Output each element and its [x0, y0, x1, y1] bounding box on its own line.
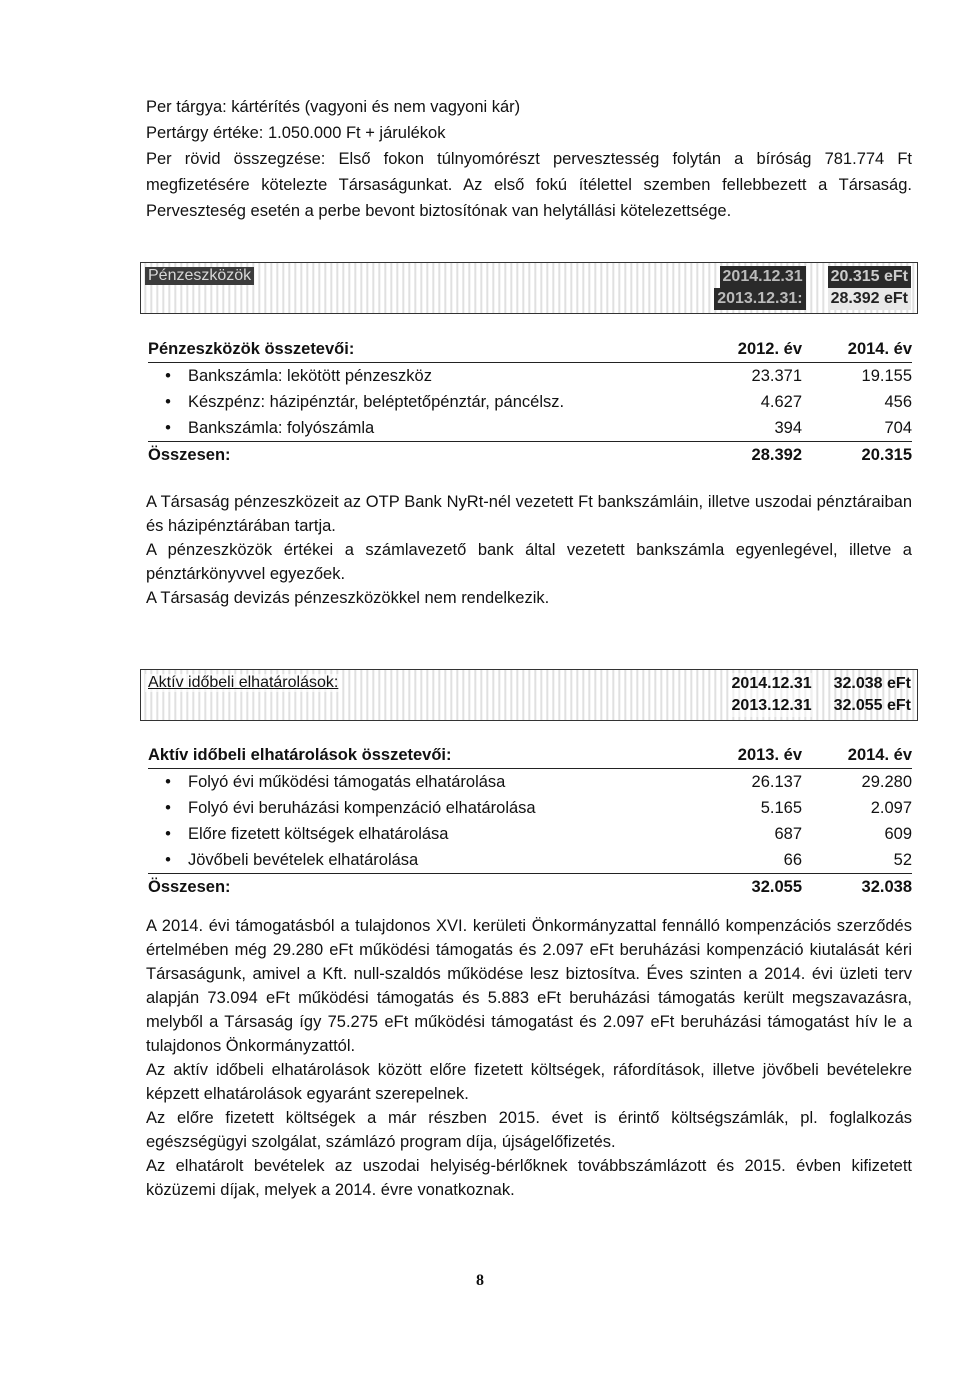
total-year2: 32.038 [802, 874, 912, 901]
cash-balances [714, 266, 911, 310]
accruals-balances [732, 673, 911, 717]
page-number: 8 [476, 1272, 484, 1289]
accruals-date-current: 2014.12.31 [732, 673, 812, 695]
row-value-year1: 26.137 [751, 773, 802, 791]
accruals-section-title: Aktív időbeli elhatárolások: [145, 674, 341, 692]
row-value-year2: 456 [884, 393, 912, 411]
bullet-icon: • [165, 419, 171, 437]
row-value-year2: 609 [884, 825, 912, 843]
cash-notes [146, 490, 912, 610]
row-value-year1: 687 [774, 825, 802, 843]
bullet-icon: • [165, 773, 171, 791]
row-value-year2: 2.097 [870, 799, 912, 817]
accruals-note-2: Az aktív időbeli elhatárolások között előre fizetett költségek, ráfordítások, illetve jövőbeli bevételekre képzett elhatárolások egyaránt szerepelnek. [146, 1061, 912, 1103]
row-value-year2: 29.280 [861, 773, 912, 791]
row-label: Bankszámla: folyószámla [188, 419, 375, 437]
row-value-year1: 66 [783, 851, 802, 869]
accruals-value-current: 32.038 eFt [833, 675, 911, 692]
column-header-year2: 2014. év [802, 336, 912, 363]
table-total-row [148, 442, 912, 469]
column-header-year1: 2012. év [662, 336, 802, 363]
case-brief: Per rövid összegzése: Első fokon túlnyomórészt pervesztesség folytán a bíróság 781.774 Ft megfizetésére kötelezte Társaságunkat. Az első fokú ítélettel szemben fellebbezett a Társaság. Perveszteség esetén a perbe bevont biztosítónak van helytállási kötelezettsége. [146, 150, 912, 220]
row-label: Folyó évi működési támogatás elhatárolása [188, 773, 506, 791]
case-subject: Per tárgya: kártérítés (vagyoni és nem vagyoni kár) [146, 98, 521, 116]
table-row [148, 769, 912, 796]
accruals-note-4: Az elhatárolt bevételek az uszodai helyiség-bérlőknek továbbszámlázott és 2015. évben kifizetett közüzemi díjak, melyek a 2014. évre vonatkoznak. [146, 1157, 912, 1199]
total-year1: 28.392 [662, 442, 802, 469]
row-label: Jövőbeli bevételek elhatárolása [188, 851, 419, 869]
cash-section-title: Pénzeszközök [145, 267, 254, 285]
column-header-label: Aktív időbeli elhatárolások összetevői: [148, 742, 662, 769]
cash-value-current: 20.315 eFt [828, 266, 911, 288]
total-label: Összesen: [148, 874, 662, 901]
table-row [148, 389, 912, 415]
row-value-year1: 5.165 [760, 799, 802, 817]
cash-date-current: 2014.12.31 [720, 266, 806, 288]
column-header-label: Pénzeszközök összetevői: [148, 336, 662, 363]
case-value: Pertárgy értéke: 1.050.000 Ft + járulékok [146, 124, 446, 142]
row-label: Készpénz: házipénztár, beléptetőpénztár, páncélsz. [188, 393, 565, 411]
cash-header-bar [140, 262, 918, 314]
bullet-icon: • [165, 799, 171, 817]
cash-value-previous: 28.392 eFt [828, 288, 911, 310]
row-value-year2: 52 [893, 851, 912, 869]
bullet-icon: • [165, 851, 171, 869]
bullet-icon: • [165, 393, 171, 411]
table-row [148, 415, 912, 442]
accruals-components-table [148, 742, 912, 900]
row-value-year2: 704 [884, 419, 912, 437]
accruals-value-previous: 32.055 eFt [833, 697, 911, 714]
cash-components-table [148, 336, 912, 468]
row-label: Bankszámla: lekötött pénzeszköz [188, 367, 432, 385]
row-value-year2: 19.155 [861, 367, 912, 385]
total-year1: 32.055 [662, 874, 802, 901]
bullet-icon: • [165, 825, 171, 843]
total-label: Összesen: [148, 442, 662, 469]
column-header-year2: 2014. év [802, 742, 912, 769]
row-value-year1: 394 [774, 419, 802, 437]
cash-date-previous: 2013.12.31: [714, 288, 805, 310]
accruals-notes [146, 914, 912, 1202]
accruals-balance-row-current [732, 673, 911, 695]
table-row [148, 363, 912, 390]
accruals-header-bar [140, 669, 918, 721]
table-total-row [148, 874, 912, 901]
cash-note-2: A pénzeszközök értékei a számlavezető bank által vezetett bankszámla egyenlegével, illetve a pénztárkönyvvel egyezőek. [146, 541, 912, 583]
case-summary [146, 94, 912, 224]
accruals-note-1: A 2014. évi támogatásból a tulajdonos XVI. kerületi Önkormányzattal fennálló kompenzációs szerződés értelmében még 29.280 eFt működési támogatás és 2.097 eFt beruházási kompenzáció kiutalását kéri Társaságunk, amivel a Kft. null-szaldós működése lesz biztosítva. Éves szinten a 2014. évi üzleti terv alapján 73.094 eFt működési támogatás és 5.883 eFt beruházási támogatás került megszavazásra, melyből a Társaság így 75.275 eFt működési támogatást és 2.097 eFt beruházási támogatást hív le a tulajdonos Önkormányzattól. [146, 917, 912, 1055]
column-header-year1: 2013. év [662, 742, 802, 769]
accruals-date-previous: 2013.12.31 [732, 695, 812, 717]
cash-balance-row-previous [714, 288, 911, 310]
table-row [148, 795, 912, 821]
cash-balance-row-current [714, 266, 911, 288]
row-value-year1: 4.627 [760, 393, 802, 411]
table-row [148, 847, 912, 874]
bullet-icon: • [165, 367, 171, 385]
table-header-row [148, 742, 912, 769]
table-row [148, 821, 912, 847]
total-year2: 20.315 [802, 442, 912, 469]
row-value-year1: 23.371 [751, 367, 802, 385]
cash-note-1: A Társaság pénzeszközeit az OTP Bank NyRt-nél vezetett Ft bankszámláin, illetve uszodai pénztáraiban és házipénztárában tartja. [146, 493, 912, 535]
row-label: Előre fizetett költségek elhatárolása [188, 825, 449, 843]
accruals-balance-row-previous [732, 695, 911, 717]
row-label: Folyó évi beruházási kompenzáció elhatárolása [188, 799, 536, 817]
cash-note-3: A Társaság devizás pénzeszközökkel nem rendelkezik. [146, 589, 550, 607]
accruals-note-3: Az előre fizetett költségek a már részben 2015. évet is érintő költségszámlák, pl. foglalkozás egészségügyi szolgálat, számlázó program díja, újságelőfizetés. [146, 1109, 912, 1151]
table-header-row [148, 336, 912, 363]
